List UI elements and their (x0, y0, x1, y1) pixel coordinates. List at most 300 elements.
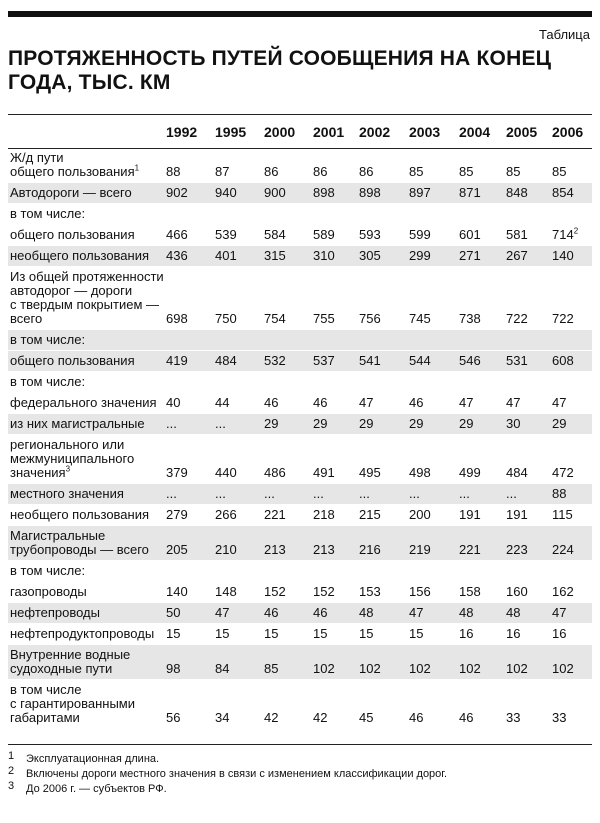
cell-value: 29 (552, 416, 567, 431)
value-cell (459, 414, 506, 435)
table-row (8, 372, 592, 393)
value-cell (506, 435, 552, 484)
table-row (8, 645, 592, 680)
value-cell (459, 505, 506, 526)
value-cell (166, 225, 215, 246)
table-row (8, 561, 592, 582)
row-label-line: в том числе: (10, 374, 86, 389)
value-cell (506, 330, 552, 351)
value-cell (264, 225, 313, 246)
footnote-marker: 2 (573, 226, 579, 236)
value-cell (264, 414, 313, 435)
row-label (8, 603, 166, 624)
value-cell (215, 561, 264, 582)
cell-value: ... (215, 486, 226, 501)
table-row (8, 624, 592, 645)
table-row (8, 204, 592, 225)
value-cell (359, 414, 409, 435)
cell-value: 47 (552, 605, 567, 620)
cell-value: ... (359, 486, 370, 501)
cell-value: 29 (359, 416, 374, 431)
value-cell (459, 393, 506, 414)
value-cell (313, 267, 359, 330)
row-label (8, 246, 166, 267)
value-cell (166, 414, 215, 435)
row-label-line: Ж/д пути (10, 150, 64, 165)
value-cell (264, 148, 313, 183)
value-cell (506, 148, 552, 183)
row-label-line: Автодороги — всего (10, 185, 132, 200)
cell-value: 15 (215, 626, 230, 641)
cell-value: 158 (459, 584, 481, 599)
cell-value: 86 (359, 164, 374, 179)
value-cell (166, 393, 215, 414)
value-cell (409, 393, 459, 414)
value-cell (264, 603, 313, 624)
row-label (8, 561, 166, 582)
value-cell (166, 267, 215, 330)
cell-value: 698 (166, 311, 188, 326)
cell-value: 102 (552, 661, 574, 676)
row-label-line: нефтепродуктопроводы (10, 626, 155, 641)
row-label (8, 204, 166, 225)
cell-value: ... (215, 416, 226, 431)
value-cell (409, 225, 459, 246)
value-cell (552, 183, 592, 204)
row-label-line: габаритами (10, 710, 80, 725)
value-cell (313, 204, 359, 225)
cell-value: 102 (313, 661, 335, 676)
table-row (8, 526, 592, 561)
cell-value: 200 (409, 507, 431, 522)
cell-value: 46 (459, 710, 474, 725)
column-header-year: 2004 (459, 123, 491, 140)
column-header-year: 2005 (506, 123, 538, 140)
cell-value: 48 (359, 605, 374, 620)
value-cell (459, 582, 506, 603)
cell-value: 750 (215, 311, 237, 326)
cell-value: 722 (552, 311, 574, 326)
value-cell (359, 435, 409, 484)
value-cell (166, 148, 215, 183)
cell-value: 499 (459, 465, 481, 480)
value-cell (215, 330, 264, 351)
row-label-line: из них магистральные (10, 416, 145, 431)
value-cell (409, 267, 459, 330)
cell-value: 88 (166, 164, 181, 179)
cell-value: 897 (409, 185, 431, 200)
value-cell (359, 484, 409, 505)
value-cell (166, 246, 215, 267)
value-cell (359, 582, 409, 603)
top-rule-bar (8, 11, 592, 17)
cell-value: 140 (552, 248, 574, 263)
value-cell (215, 435, 264, 484)
cell-value: 88 (552, 486, 567, 501)
value-cell (409, 372, 459, 393)
table-row (8, 183, 592, 204)
cell-value: 593 (359, 227, 381, 242)
cell-value: 213 (313, 542, 335, 557)
value-cell (552, 582, 592, 603)
row-label (8, 351, 166, 372)
value-cell (409, 148, 459, 183)
value-cell (313, 393, 359, 414)
cell-value: 15 (166, 626, 181, 641)
cell-value: 98 (166, 661, 181, 676)
cell-value: 85 (459, 164, 474, 179)
cell-value: 29 (459, 416, 474, 431)
value-cell (215, 645, 264, 680)
value-cell (359, 330, 409, 351)
row-label (8, 435, 166, 484)
cell-value: 16 (459, 626, 474, 641)
table-row (8, 484, 592, 505)
cell-value: 46 (264, 395, 279, 410)
cell-value: 191 (506, 507, 528, 522)
cell-value: 45 (359, 710, 374, 725)
value-cell (313, 603, 359, 624)
value-cell (409, 435, 459, 484)
table-row (8, 680, 592, 729)
value-cell (552, 414, 592, 435)
value-cell (459, 204, 506, 225)
cell-value: 213 (264, 542, 286, 557)
value-cell (359, 148, 409, 183)
value-cell (166, 645, 215, 680)
cell-value: 47 (459, 395, 474, 410)
value-cell (552, 204, 592, 225)
value-cell (264, 645, 313, 680)
value-cell (215, 393, 264, 414)
cell-value: 86 (264, 164, 279, 179)
value-cell (409, 603, 459, 624)
header-label-cell (8, 115, 166, 148)
table-row (8, 148, 592, 183)
value-cell (166, 603, 215, 624)
cell-value: 223 (506, 542, 528, 557)
value-cell (359, 680, 409, 729)
cell-value: 48 (459, 605, 474, 620)
footnote (8, 752, 447, 767)
table-row (8, 603, 592, 624)
cell-value: 140 (166, 584, 188, 599)
footnote-number: 2 (8, 765, 15, 777)
cell-value: ... (166, 486, 177, 501)
value-cell (459, 351, 506, 372)
value-cell (459, 526, 506, 561)
value-cell (166, 351, 215, 372)
value-cell (506, 183, 552, 204)
value-cell (264, 393, 313, 414)
column-header-year: 2000 (264, 123, 296, 140)
row-label-line: регионального или (10, 437, 125, 452)
cell-value: 599 (409, 227, 431, 242)
value-cell (552, 148, 592, 183)
value-cell (359, 225, 409, 246)
row-label-line: в том числе (10, 682, 82, 697)
cell-value: 756 (359, 311, 381, 326)
table-row (8, 351, 592, 372)
value-cell (552, 505, 592, 526)
row-label-line: общего пользования (10, 353, 135, 368)
table-row (8, 414, 592, 435)
cell-value: 156 (409, 584, 431, 599)
cell-value: 495 (359, 465, 381, 480)
value-cell (552, 225, 592, 246)
row-label-line: судоходные пути (10, 661, 113, 676)
value-cell (459, 484, 506, 505)
cell-value: 267 (506, 248, 528, 263)
cell-value: 46 (409, 710, 424, 725)
value-cell (552, 267, 592, 330)
footnote-number: 3 (8, 780, 15, 792)
row-label-line: необщего пользования (10, 248, 150, 263)
value-cell (264, 246, 313, 267)
cell-value: 440 (215, 465, 237, 480)
cell-value: 29 (313, 416, 328, 431)
value-cell (459, 148, 506, 183)
cell-value: 16 (506, 626, 521, 641)
cell-value: 279 (166, 507, 188, 522)
cell-value: 102 (359, 661, 381, 676)
value-cell (215, 624, 264, 645)
cell-value: 601 (459, 227, 481, 242)
cell-value: 584 (264, 227, 286, 242)
row-label-line: с гарантированными (10, 696, 136, 711)
value-cell (552, 246, 592, 267)
cell-value: 15 (409, 626, 424, 641)
cell-value: 900 (264, 185, 286, 200)
cell-value: 46 (264, 605, 279, 620)
column-header-year: 1995 (215, 123, 247, 140)
value-cell (459, 645, 506, 680)
column-header-year: 1992 (166, 123, 198, 140)
value-cell (215, 148, 264, 183)
cell-value: 33 (506, 710, 521, 725)
cell-value: 871 (459, 185, 481, 200)
column-header-year: 2006 (552, 123, 584, 140)
value-cell (166, 183, 215, 204)
row-label (8, 624, 166, 645)
cell-value: 315 (264, 248, 286, 263)
value-cell (264, 330, 313, 351)
value-cell (506, 246, 552, 267)
value-cell (264, 372, 313, 393)
value-cell (359, 645, 409, 680)
value-cell (264, 435, 313, 484)
value-cell (215, 582, 264, 603)
row-label (8, 148, 166, 183)
cell-value: 47 (409, 605, 424, 620)
row-label (8, 372, 166, 393)
value-cell (459, 680, 506, 729)
value-cell (313, 505, 359, 526)
cell-value: 40 (166, 395, 181, 410)
cell-value: 153 (359, 584, 381, 599)
cell-value: 48 (506, 605, 521, 620)
value-cell (409, 645, 459, 680)
cell-value: 436 (166, 248, 188, 263)
row-label (8, 225, 166, 246)
cell-value: 205 (166, 542, 188, 557)
row-label (8, 582, 166, 603)
value-cell (313, 435, 359, 484)
value-cell (506, 624, 552, 645)
cell-value: 544 (409, 353, 431, 368)
value-cell (264, 582, 313, 603)
cell-value: 754 (264, 311, 286, 326)
value-cell (506, 204, 552, 225)
value-cell (215, 372, 264, 393)
table-row (8, 435, 592, 484)
value-cell (215, 225, 264, 246)
value-cell (409, 624, 459, 645)
cell-value: 47 (552, 395, 567, 410)
cell-value: 484 (215, 353, 237, 368)
cell-value: 86 (313, 164, 328, 179)
value-cell (313, 372, 359, 393)
cell-value: 940 (215, 185, 237, 200)
value-cell (506, 505, 552, 526)
cell-value: ... (459, 486, 470, 501)
cell-value: 714 (552, 227, 574, 242)
value-cell (409, 526, 459, 561)
value-cell (359, 624, 409, 645)
cell-value: 33 (552, 710, 567, 725)
cell-value: 115 (552, 507, 573, 522)
value-cell (313, 148, 359, 183)
row-label (8, 680, 166, 729)
cell-value: 745 (409, 311, 431, 326)
cell-value: 15 (313, 626, 328, 641)
cell-value: 30 (506, 416, 521, 431)
value-cell (215, 351, 264, 372)
value-cell (313, 484, 359, 505)
cell-value: 589 (313, 227, 335, 242)
cell-value: 537 (313, 353, 335, 368)
value-cell (215, 484, 264, 505)
value-cell (506, 414, 552, 435)
value-cell (215, 414, 264, 435)
footnote-marker: 3 (65, 464, 71, 474)
cell-value: ... (166, 416, 177, 431)
cell-value: 148 (215, 584, 237, 599)
table-caption: Таблица (539, 27, 590, 42)
value-cell (313, 330, 359, 351)
value-cell (313, 645, 359, 680)
value-cell (359, 526, 409, 561)
table-row (8, 582, 592, 603)
value-cell (313, 225, 359, 246)
table-row (8, 267, 592, 330)
value-cell (313, 561, 359, 582)
row-label (8, 484, 166, 505)
cell-value: 902 (166, 185, 188, 200)
row-label (8, 393, 166, 414)
cell-value: 419 (166, 353, 188, 368)
cell-value: 44 (215, 395, 230, 410)
value-cell (459, 330, 506, 351)
column-header-year: 2003 (409, 123, 441, 140)
value-cell (459, 267, 506, 330)
cell-value: 221 (459, 542, 481, 557)
value-cell (264, 526, 313, 561)
value-cell (506, 372, 552, 393)
cell-value: 219 (409, 542, 431, 557)
value-cell (359, 183, 409, 204)
row-label (8, 505, 166, 526)
value-cell (215, 246, 264, 267)
cell-value: 581 (506, 227, 528, 242)
value-cell (459, 435, 506, 484)
value-cell (409, 351, 459, 372)
value-cell (552, 603, 592, 624)
cell-value: 56 (166, 710, 181, 725)
footnote (8, 767, 447, 782)
value-cell (313, 414, 359, 435)
row-label-line: федерального значения (10, 395, 157, 410)
cell-value: 160 (506, 584, 528, 599)
table-row (8, 330, 592, 351)
cell-value: 466 (166, 227, 188, 242)
cell-value: 539 (215, 227, 237, 242)
cell-value: 379 (166, 465, 188, 480)
cell-value: 722 (506, 311, 528, 326)
cell-value: 216 (359, 542, 381, 557)
value-cell (359, 267, 409, 330)
cell-value: 546 (459, 353, 481, 368)
value-cell (409, 183, 459, 204)
table-row (8, 505, 592, 526)
value-cell (264, 267, 313, 330)
value-cell (459, 246, 506, 267)
cell-value: 532 (264, 353, 286, 368)
value-cell (459, 183, 506, 204)
cell-value: 755 (313, 311, 335, 326)
cell-value: 162 (552, 584, 574, 599)
row-label-line: Внутренние водные (10, 647, 131, 662)
row-label-line: в том числе: (10, 206, 86, 221)
row-label-line: общего пользования (10, 227, 135, 242)
value-cell (409, 414, 459, 435)
cell-value: 310 (313, 248, 335, 263)
row-label (8, 330, 166, 351)
value-cell (313, 246, 359, 267)
cell-value: 210 (215, 542, 237, 557)
row-label-line: трубопроводы — всего (10, 542, 149, 557)
cell-value: 85 (264, 661, 279, 676)
cell-value: 541 (359, 353, 381, 368)
table-row (8, 393, 592, 414)
row-label (8, 414, 166, 435)
column-header-year: 2002 (359, 123, 391, 140)
value-cell (409, 582, 459, 603)
cell-value: 738 (459, 311, 481, 326)
value-cell (409, 330, 459, 351)
cell-value: 299 (409, 248, 431, 263)
value-cell (506, 680, 552, 729)
value-cell (506, 484, 552, 505)
footnote-text: Включены дороги местного значения в связи с изменением классификации дорог. (26, 768, 448, 780)
value-cell (264, 204, 313, 225)
cell-value: 47 (359, 395, 374, 410)
cell-value: 87 (215, 164, 230, 179)
value-cell (166, 435, 215, 484)
row-label-line: межмуниципального (10, 451, 135, 466)
value-cell (166, 582, 215, 603)
row-label-line: Из общей протяженности (10, 269, 164, 284)
